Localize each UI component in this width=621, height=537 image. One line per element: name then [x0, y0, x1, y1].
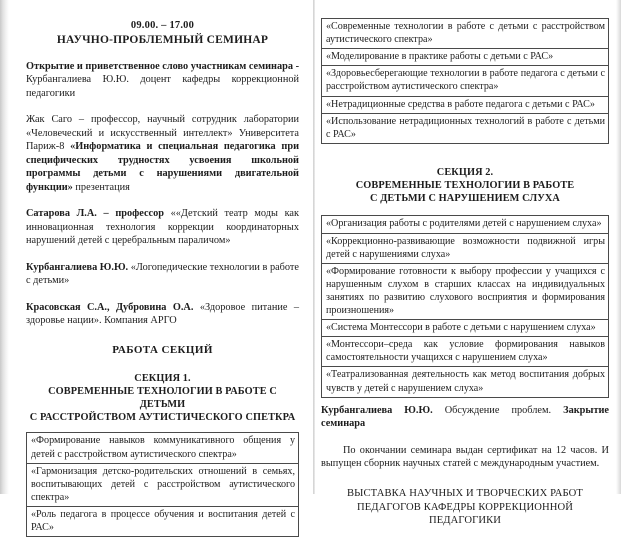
table-row [322, 367, 609, 397]
work-sections-title: РАБОТА СЕКЦИЙ [112, 343, 213, 356]
section-1-topics-body [27, 433, 299, 537]
paragraph-opening-bold: Открытие и приветственное слово участникам семинара - [26, 61, 299, 72]
section-1-number: СЕКЦИЯ 1. [134, 372, 191, 384]
table-row [27, 506, 299, 536]
table-row [27, 463, 299, 506]
topic-cell: «Монтессори–среда как условие формирования навыков самостоятельности учащихся с нарушением слуха» [322, 337, 609, 367]
topic-cell: «Здоровьесберегающие технологии в работе педагога с детьми с расстройством аутистического спектра» [322, 66, 609, 96]
section-2-topics-body [322, 216, 609, 397]
table-row [322, 320, 609, 337]
paragraph-closing [321, 404, 609, 431]
section-2-title-line1: СОВРЕМЕННЫЕ ТЕХНОЛОГИИ В РАБОТЕ [355, 180, 575, 192]
paragraph-kurbangalieva-bold: Курбангалиева Ю.Ю. [26, 261, 129, 273]
topic-cell: «Система Монтессори в работе с детьми с нарушением слуха» [322, 320, 609, 337]
paragraph-opening [26, 60, 299, 100]
section-1-topics-continued-table [321, 18, 609, 144]
section-2-title-line2: С ДЕТЬМИ С НАРУШЕНИЕМ СЛУХА [370, 193, 560, 205]
topic-cell: «Формирование готовности к выбору профессии у учащихся с нарушенным слухом в старших классах на индивидуальных занятиях по развитию слухового восприятия и формирования произношения» [322, 263, 609, 319]
paragraph-speaker-satarova [26, 207, 299, 247]
paragraph-kurbangalieva-text: «Логопедические технологии в работе с детьми» [26, 261, 299, 287]
exhibition-line1: ВЫСТАВКА НАУЧНЫХ И ТВОРЧЕСКИХ РАБОТ [347, 487, 583, 499]
section-1-topics-table [26, 432, 299, 537]
topic-cell: «Организация работы с родителями детей с нарушением слуха» [322, 216, 609, 233]
paragraph-krasovskaya-bold: Красовская С.А., Дубровина О.А. [26, 301, 194, 313]
topic-cell: «Использование нетрадиционных технологий в работе с детьми с РАС» [322, 113, 609, 143]
topic-cell: «Современные технологии в работе с детьми с расстройством аутистического спектра» [322, 19, 609, 49]
topic-cell: «Формирование навыков коммуникативного общения у детей с расстройством аутистического спектра» [27, 433, 299, 463]
section-1-title-line1: СОВРЕМЕННЫЕ ТЕХНОЛОГИИ В РАБОТЕ С ДЕТЬМИ [48, 385, 277, 411]
table-row [322, 96, 609, 113]
section-2-topics-table [321, 215, 609, 397]
table-row [27, 433, 299, 463]
closing-text: Обсуждение проблем. [432, 404, 564, 416]
closing-bold-tail: Закрытие семинара [321, 404, 609, 430]
table-row [322, 66, 609, 96]
section-2-number: СЕКЦИЯ 2. [436, 166, 494, 178]
paragraph-speaker-kurbangalieva [26, 261, 299, 288]
table-row [322, 49, 609, 66]
topic-cell: «Моделирование в практике работы с детьми с РАС» [322, 49, 609, 66]
table-row [322, 113, 609, 143]
paragraph-speaker-krasovskaya [26, 301, 299, 328]
topic-cell: «Гармонизация детско-родительских отношений в семьях, воспитывающих детей с расстройством аутистического спектра» [27, 463, 299, 506]
section-1-topics-continued-body [322, 19, 609, 144]
topic-cell: «Нетрадиционные средства в работе педагога с детьми с РАС» [322, 96, 609, 113]
seminar-time: 09.00. – 17.00 [130, 20, 195, 31]
table-row [322, 19, 609, 49]
table-row [322, 263, 609, 319]
paragraph-opening-text: Курбангалиева Ю.Ю. доцент кафедры коррекционной педагогики [26, 74, 299, 99]
topic-cell: «Роль педагога в процессе обучения и воспитания детей с РАС» [27, 506, 299, 536]
section-1-title-line2: С РАССТРОЙСТВОМ АУТИСТИЧЕСКОГО СПЕТКРА [29, 412, 296, 424]
paragraph-satarova-bold: Сатарова Л.А. – профессор [26, 208, 164, 220]
exhibition-line2: ПЕДАГОГОВ КАФЕДРЫ КОРРЕКЦИОННОЙ ПЕДАГОГИКИ [356, 501, 574, 527]
exhibition-announcement [321, 487, 609, 528]
paragraph-sago-tail: презентация [72, 181, 130, 193]
table-row [322, 216, 609, 233]
final-note: По окончании семинара выдан сертификат на 12 часов. И выпущен сборник научных статей с международным участием. [321, 444, 609, 470]
right-column [313, 0, 621, 527]
paragraph-krasovskaya-text: «Здоровое питание – здоровье нации». Компания АРГО [26, 301, 299, 327]
table-row [322, 233, 609, 263]
topic-cell: «Коррекционно-развивающие возможности подвижной игры детей с нарушениями слуха» [322, 233, 609, 263]
paragraph-satarova-text: ««Детский театр моды как инновационная технология коррекции координаторных нарушений детей с церебральным параличом» [26, 208, 299, 247]
section-1-heading [26, 372, 299, 425]
seminar-title: НАУЧНО-ПРОБЛЕМНЫЙ СЕМИНАР [56, 34, 269, 46]
section-2-heading [321, 166, 609, 206]
paragraph-sago-text: Жак Саго – профессор, научный сотрудник лаборатории «Человеческий и искусственный интеллект» Университета Париж-8 [26, 114, 299, 153]
topic-cell: «Театрализованная деятельность как метод воспитания добрых чувств у детей с нарушением слуха» [322, 367, 609, 397]
table-row [322, 337, 609, 367]
paragraph-speaker-sago [26, 113, 299, 194]
closing-speaker-bold: Курбангалиева Ю.Ю. [321, 404, 433, 416]
paragraph-sago-bold: «Информатика и специальная педагогика при специфических трудностях усвоения школьной программы детьми с нарушениями двигательной функции» [26, 141, 300, 193]
